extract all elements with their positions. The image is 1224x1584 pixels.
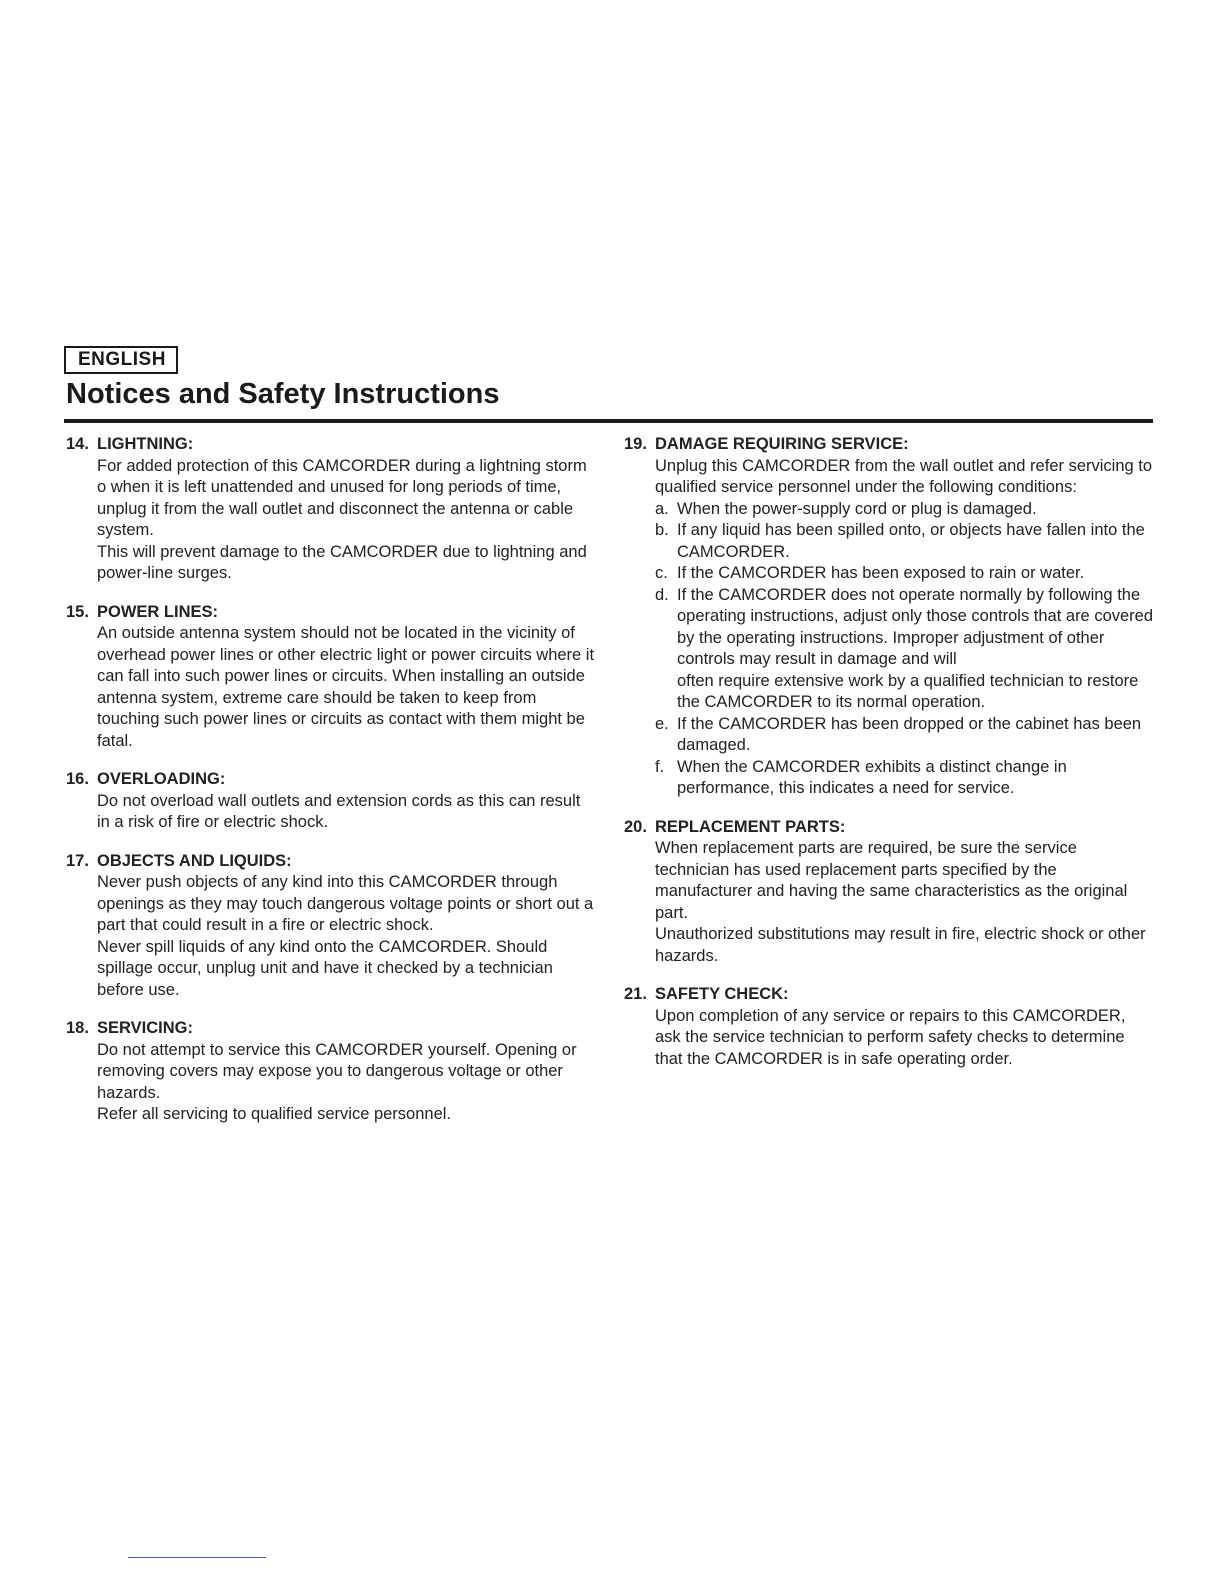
page-title: Notices and Safety Instructions bbox=[66, 378, 500, 410]
list-item-label: b. bbox=[655, 521, 669, 539]
section-title: DAMAGE REQUIRING SERVICE: bbox=[655, 435, 909, 453]
section-paragraph: Unauthorized substitutions may result in fire, electric shock or other hazards. bbox=[655, 925, 1146, 965]
section-heading bbox=[66, 851, 596, 873]
list-item bbox=[655, 520, 1154, 563]
section-title: LIGHTNING: bbox=[97, 435, 194, 453]
section-damage-requiring-service bbox=[624, 434, 1154, 800]
section-paragraph: An outside antenna system should not be located in the vicinity of overhead power lines or other electric light or power circuits where it can fall into such power lines or circuits. When installing an outside antenna system, extreme care should be taken to keep from touching such power lines or circuits as contact with them might be fatal. bbox=[97, 624, 595, 750]
section-heading bbox=[66, 1018, 596, 1040]
section-title: REPLACEMENT PARTS: bbox=[655, 817, 846, 836]
section-paragraph: Never spill liquids of any kind onto the CAMCORDER. Should spillage occur, unplug unit and have it checked by a technician before use. bbox=[97, 937, 553, 999]
section-replacement-parts bbox=[624, 817, 1154, 968]
section-number: 18. bbox=[66, 1019, 89, 1037]
section-heading bbox=[66, 769, 596, 791]
list-item bbox=[655, 563, 1154, 585]
right-column bbox=[624, 434, 1154, 1087]
list-item-text: When the CAMCORDER exhibits a distinct change in performance, this indicates a need for service. bbox=[677, 757, 1067, 797]
section-title: OVERLOADING: bbox=[97, 770, 226, 788]
section-heading bbox=[624, 817, 1154, 839]
section-title: SAFETY CHECK: bbox=[655, 985, 789, 1003]
list-item-label: a. bbox=[655, 499, 669, 518]
section-heading bbox=[624, 434, 1154, 456]
list-item bbox=[655, 585, 1154, 714]
section-paragraph: For added protection of this CAMCORDER during a lightning storm o when it is left unattended and unused for long periods of time, unplug it from the wall outlet and disconnect the antenna or cable system. bbox=[97, 456, 587, 539]
section-paragraph: This will prevent damage to the CAMCORDER due to lightning and power-line surges. bbox=[97, 542, 587, 582]
section-power-lines bbox=[66, 602, 596, 753]
title-divider bbox=[64, 419, 1153, 423]
list-item-text-continued: often require extensive work by a qualified technician to restore the CAMCORDER to its normal operation. bbox=[677, 671, 1139, 711]
list-item-label: d. bbox=[655, 585, 669, 604]
section-paragraph: Do not overload wall outlets and extension cords as this can result in a risk of fire or electric shock. bbox=[97, 791, 581, 831]
list-item bbox=[655, 714, 1154, 757]
list-item bbox=[655, 757, 1154, 800]
list-item-label: f. bbox=[655, 757, 665, 776]
list-item-text: If the CAMCORDER has been exposed to rain or water. bbox=[677, 564, 1085, 582]
section-paragraph: Never push objects of any kind into this CAMCORDER through openings as they may touch dangerous voltage points or short out a part that could result in a fire or electric shock. bbox=[97, 873, 594, 934]
language-badge: ENGLISH bbox=[64, 346, 178, 374]
section-safety-check bbox=[624, 984, 1154, 1070]
section-objects-and-liquids bbox=[66, 851, 596, 1002]
section-paragraph: Unplug this CAMCORDER from the wall outlet and refer servicing to qualified service personnel under the following conditions: bbox=[655, 456, 1153, 496]
list-item-text: If any liquid has been spilled onto, or objects have fallen into the CAMCORDER. bbox=[677, 521, 1145, 561]
section-number: 21. bbox=[624, 985, 647, 1003]
section-title: POWER LINES: bbox=[97, 602, 219, 621]
section-heading bbox=[66, 602, 596, 624]
list-item-label: c. bbox=[655, 564, 668, 582]
section-title: SERVICING: bbox=[97, 1019, 193, 1037]
section-number: 15. bbox=[66, 602, 89, 621]
list-item-text: When the power-supply cord or plug is damaged. bbox=[677, 499, 1037, 518]
list-item-label: e. bbox=[655, 714, 669, 733]
footer-divider bbox=[128, 1557, 266, 1558]
section-paragraph: When replacement parts are required, be sure the service technician has used replacement parts specified by the manufacturer and having the same characteristics as the original part. bbox=[655, 839, 1128, 922]
section-number: 16. bbox=[66, 770, 89, 788]
section-overloading bbox=[66, 769, 596, 834]
section-lightning bbox=[66, 434, 596, 585]
section-paragraph: Upon completion of any service or repairs to this CAMCORDER, ask the service technician to perform safety checks to determine that the CAMCORDER is in safe operating order. bbox=[655, 1006, 1126, 1068]
section-number: 14. bbox=[66, 435, 89, 453]
section-heading bbox=[66, 434, 596, 456]
list-item-text: If the CAMCORDER has been dropped or the cabinet has been damaged. bbox=[677, 714, 1142, 754]
section-paragraph: Refer all servicing to qualified service personnel. bbox=[97, 1105, 452, 1123]
section-paragraph: Do not attempt to service this CAMCORDER yourself. Opening or removing covers may expose you to dangerous voltage or other hazards. bbox=[97, 1040, 577, 1102]
section-number: 17. bbox=[66, 851, 89, 870]
section-title: OBJECTS AND LIQUIDS: bbox=[97, 851, 292, 870]
section-number: 20. bbox=[624, 817, 647, 836]
list-item-text: If the CAMCORDER does not operate normally by following the operating instructions, adjust only those controls that are covered by the operating instructions. Improper adjustment of other controls may result in damage and will bbox=[677, 585, 1154, 668]
section-heading bbox=[624, 984, 1154, 1006]
section-number: 19. bbox=[624, 435, 647, 453]
left-column bbox=[66, 434, 596, 1143]
section-servicing bbox=[66, 1018, 596, 1126]
list-item bbox=[655, 499, 1154, 521]
